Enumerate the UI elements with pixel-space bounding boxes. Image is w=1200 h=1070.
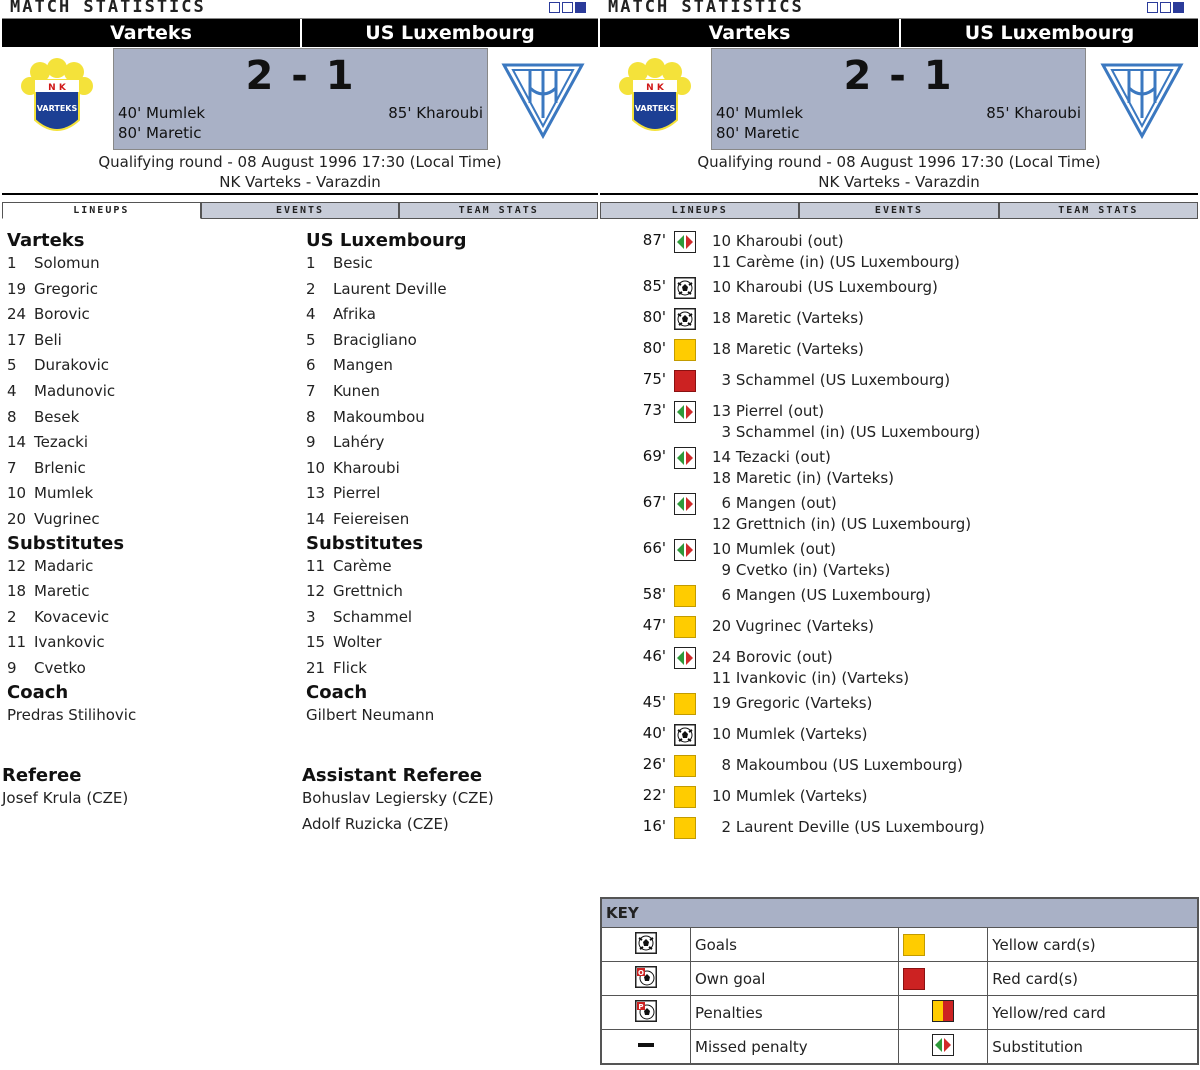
player-row (7, 328, 136, 354)
player-row (7, 353, 136, 379)
key-label: Goals (691, 928, 899, 962)
player-row (7, 430, 136, 456)
event-line: 6 Mangen (out) (712, 494, 837, 512)
event-minute: 45' (642, 693, 666, 711)
event-line: 18 Maretic (in) (Varteks) (712, 468, 895, 487)
player-name: Durakovic (34, 356, 110, 375)
player-row (306, 456, 467, 482)
player-number: 12 (306, 582, 326, 601)
event-text (712, 447, 894, 488)
assistant-referee-heading: Assistant Referee (302, 765, 483, 786)
player-number: 24 (7, 305, 27, 324)
player-number: 7 (306, 381, 316, 400)
player-name: Brlenic (34, 458, 86, 477)
event-text (712, 539, 890, 580)
divider (600, 193, 1198, 195)
event-text (712, 693, 872, 714)
substitutes-heading: Substitutes (7, 532, 125, 554)
tab-lineups[interactable]: LINEUPS (600, 202, 799, 219)
player-number: 9 (306, 433, 316, 452)
event-line: 11 Carème (in) (US Luxembourg) (712, 252, 960, 271)
divider (2, 193, 598, 195)
event-row (630, 786, 1190, 817)
player-row (7, 579, 136, 605)
player-number: 5 (306, 330, 316, 349)
player-number: 10 (306, 458, 326, 477)
away-team-name: US Luxembourg (300, 19, 598, 47)
player-number: 4 (306, 305, 316, 324)
event-minute: 26' (642, 755, 666, 773)
event-row (630, 231, 1190, 277)
event-text (712, 585, 931, 606)
team-names-bar (600, 18, 1198, 47)
event-row (630, 277, 1190, 308)
yellow-icon (674, 585, 696, 607)
team-names-bar (2, 18, 598, 47)
event-text (712, 308, 864, 329)
yellow-icon (674, 755, 696, 777)
lineup-team-heading: US Luxembourg (306, 230, 467, 251)
window-square-icon[interactable] (1160, 2, 1171, 13)
substitution-icon (674, 447, 696, 469)
player-number: 11 (306, 556, 326, 575)
player-name: Mumlek (34, 484, 94, 503)
player-row (7, 405, 136, 431)
event-text (712, 724, 868, 745)
svg-text:P: P (638, 1002, 644, 1011)
key-label: Missed penalty (691, 1030, 899, 1064)
home-scorer: 80' Maretic (118, 124, 202, 142)
player-number: 5 (7, 356, 17, 375)
goal-icon (602, 928, 691, 962)
key-label: Penalties (691, 996, 899, 1030)
coach-heading: Coach (7, 681, 69, 703)
section-title: MATCH STATISTICS (608, 0, 804, 17)
away-team-name: US Luxembourg (899, 19, 1198, 47)
player-name: Bracigliano (333, 330, 417, 349)
event-text (712, 616, 874, 637)
player-name: Madunovic (34, 381, 116, 400)
player-row (306, 302, 467, 328)
event-minute: 80' (642, 308, 666, 326)
player-name: Mangen (333, 356, 393, 375)
player-number: 10 (7, 484, 27, 503)
player-row (7, 481, 136, 507)
legend-key (600, 897, 1199, 1065)
home-team-logo (2, 48, 112, 148)
player-number: 12 (7, 556, 27, 575)
player-name: Kovacevic (34, 607, 110, 626)
yellow-red-icon (899, 996, 988, 1030)
substitution-icon (899, 1030, 988, 1064)
player-number: 18 (7, 582, 27, 601)
score: 2 - 1 (245, 53, 356, 99)
key-label: Own goal (691, 962, 899, 996)
own-goal-icon (602, 962, 691, 996)
event-minute: 16' (642, 817, 666, 835)
player-number: 13 (306, 484, 326, 503)
event-row (630, 539, 1190, 585)
yellow-icon (674, 616, 696, 638)
player-name: Kunen (333, 381, 380, 400)
away-lineup (306, 230, 467, 728)
event-row (630, 817, 1190, 848)
event-line: 10 Mumlek (out) (712, 540, 837, 558)
assistant-referee-name: Bohuslav Legierskу (CZE) (302, 789, 494, 807)
event-row (630, 339, 1190, 370)
event-text (712, 647, 909, 688)
away-scorer: 85' Kharoubi (388, 104, 483, 122)
event-line: 3 Schammel (US Luxembourg) (712, 371, 951, 389)
player-name: Vugrinec (34, 509, 100, 528)
player-row (306, 353, 467, 379)
key-row (602, 928, 1198, 962)
player-row (306, 656, 467, 682)
logo-text-top: N K (646, 83, 664, 93)
player-name: Beli (34, 330, 62, 349)
assistant-referee-name: Adolf Ruzicka (CZE) (302, 814, 449, 833)
yellow-icon (899, 928, 988, 962)
player-number: 20 (7, 509, 27, 528)
event-minute: 22' (642, 786, 666, 804)
home-scorer: 80' Maretic (716, 124, 800, 142)
event-line: 18 Maretic (Varteks) (712, 309, 864, 327)
match-info (600, 152, 1198, 192)
player-name: Maretic (34, 582, 90, 601)
player-name: Lahéry (333, 433, 385, 452)
event-text (712, 817, 985, 838)
svg-text:O: O (638, 968, 644, 977)
event-text (712, 231, 960, 272)
match-info (2, 152, 598, 192)
player-number: 14 (306, 509, 326, 528)
event-row (630, 370, 1190, 401)
event-line: 10 Kharoubi (US Luxembourg) (712, 278, 938, 296)
home-team-logo (600, 48, 710, 148)
event-line: 19 Gregoric (Varteks) (712, 694, 873, 712)
event-row (630, 493, 1190, 539)
player-row (306, 328, 467, 354)
event-minute: 47' (642, 616, 666, 634)
player-name: Cvetko (34, 658, 86, 677)
player-number: 1 (306, 254, 316, 272)
substitutes-list (306, 554, 467, 682)
player-row (306, 379, 467, 405)
player-name: Madaric (34, 556, 94, 575)
window-square-icon[interactable] (1147, 2, 1158, 13)
event-text (712, 786, 868, 807)
home-team-name: Varteks (708, 22, 791, 44)
player-number: 15 (306, 633, 326, 652)
event-minute: 73' (642, 401, 666, 419)
event-row (630, 447, 1190, 493)
event-line: 14 Tezacki (out) (712, 448, 831, 466)
key-title: KEY (602, 899, 1198, 928)
substitution-icon (674, 493, 696, 515)
player-row (7, 554, 136, 580)
yellow-icon (674, 817, 696, 839)
window-controls[interactable] (1147, 2, 1184, 14)
key-row (602, 996, 1198, 1030)
substitution-icon (674, 231, 696, 253)
coach-name: Predras Stilihovic (7, 705, 137, 724)
home-scorer: 40' Mumlek (118, 104, 206, 122)
event-row (630, 724, 1190, 755)
referee-block (2, 765, 128, 812)
player-name: Makoumbou (333, 407, 425, 426)
event-line: 18 Maretic (Varteks) (712, 340, 864, 358)
scoreboard (711, 48, 1086, 150)
player-row (306, 481, 467, 507)
event-row (630, 616, 1190, 647)
venue-info: NK Varteks - Varazdin (219, 173, 381, 191)
player-number: 3 (306, 607, 316, 626)
player-row (306, 405, 467, 431)
player-name: Flick (333, 658, 367, 677)
player-number: 8 (306, 407, 316, 426)
yellow-icon (674, 693, 696, 715)
player-number: 9 (7, 658, 17, 677)
player-number: 21 (306, 658, 326, 677)
player-number: 1 (7, 254, 17, 272)
player-name: Kharoubi (333, 458, 400, 477)
event-minute: 69' (642, 447, 666, 465)
player-row (306, 430, 467, 456)
event-minute: 85' (642, 277, 666, 295)
round-info: Qualifying round - 08 August 1996 17:30 (Local Time) (98, 153, 502, 171)
home-scorer: 40' Mumlek (716, 104, 804, 122)
tab-team-stats[interactable]: TEAM STATS (999, 202, 1198, 219)
key-row (602, 1030, 1198, 1064)
player-name: Gregoric (34, 279, 98, 298)
yellow-icon (674, 339, 696, 361)
round-info: Qualifying round - 08 August 1996 17:30 (Local Time) (697, 153, 1101, 171)
goal-icon (674, 277, 696, 299)
key-label: Red card(s) (988, 962, 1198, 996)
player-row (7, 605, 136, 631)
tab-team-stats[interactable]: TEAM STATS (399, 202, 598, 219)
player-name: Grettnich (333, 582, 403, 601)
event-row (630, 647, 1190, 693)
player-name: Tezacki (34, 433, 89, 452)
key-label: Substitution (988, 1030, 1198, 1064)
event-line: 24 Borovic (out) (712, 648, 833, 666)
player-number: 17 (7, 330, 27, 349)
event-line: 10 Mumlek (Varteks) (712, 725, 868, 743)
window-square-icon[interactable] (549, 2, 560, 13)
event-line: 2 Laurent Deville (US Luxembourg) (712, 818, 985, 836)
event-minute: 75' (642, 370, 666, 388)
player-name: Schammel (333, 607, 413, 626)
player-number: 2 (7, 607, 17, 626)
window-square-icon[interactable] (562, 2, 573, 13)
home-team-name: Varteks (110, 22, 192, 44)
away-team-logo (1086, 48, 1198, 148)
event-row (630, 755, 1190, 786)
player-row (7, 507, 136, 533)
event-row (630, 401, 1190, 447)
window-square-icon[interactable] (575, 2, 586, 13)
away-scorer: 85' Kharoubi (986, 104, 1081, 122)
player-name: Laurent Deville (333, 279, 447, 298)
player-number: 19 (7, 279, 27, 298)
player-row (306, 579, 467, 605)
away-team-logo (488, 48, 598, 148)
key-label: Yellow/red card (988, 996, 1198, 1030)
section-title: MATCH STATISTICS (10, 0, 206, 17)
event-row (630, 585, 1190, 616)
event-minute: 87' (642, 231, 666, 249)
red-icon (899, 962, 988, 996)
event-text (712, 755, 963, 776)
event-line: 3 Schammel (in) (US Luxembourg) (712, 422, 981, 441)
event-line: 6 Mangen (US Luxembourg) (712, 586, 931, 604)
key-row (602, 962, 1198, 996)
yellow-icon (674, 786, 696, 808)
venue-info: NK Varteks - Varazdin (818, 173, 980, 191)
player-row (306, 277, 467, 303)
assistant-referee-block (302, 765, 494, 837)
player-list (306, 251, 467, 533)
score: 2 - 1 (843, 53, 954, 99)
player-row (306, 554, 467, 580)
event-text (712, 339, 864, 360)
tab-bar (2, 202, 598, 219)
event-minute: 66' (642, 539, 666, 557)
player-number: 14 (7, 433, 27, 452)
logo-text-top: N K (48, 83, 66, 93)
coach-name: Gilbert Neumann (306, 705, 435, 724)
goal-icon (674, 724, 696, 746)
player-row (7, 656, 136, 682)
key-label: Yellow card(s) (988, 928, 1198, 962)
substitution-icon (674, 539, 696, 561)
player-row (7, 379, 136, 405)
player-row (7, 277, 136, 303)
player-row (306, 630, 467, 656)
tab-events[interactable]: EVENTS (799, 202, 998, 219)
event-line: 12 Grettnich (in) (US Luxembourg) (712, 514, 972, 533)
player-name: Besic (333, 254, 373, 272)
event-row (630, 693, 1190, 724)
event-text (712, 370, 950, 391)
event-line: 8 Makoumbou (US Luxembourg) (712, 756, 963, 774)
substitutes-list (7, 554, 136, 682)
event-line: 11 Ivankovic (in) (Varteks) (712, 668, 910, 687)
scoreboard (113, 48, 488, 150)
referee-heading: Referee (2, 765, 82, 786)
player-name: Solomun (34, 254, 100, 272)
tab-events[interactable]: EVENTS (201, 202, 400, 219)
event-minute: 46' (642, 647, 666, 665)
player-name: Carème (333, 556, 392, 575)
player-row (306, 251, 467, 277)
event-line: 9 Cvetko (in) (Varteks) (712, 560, 891, 579)
tab-bar (600, 202, 1198, 219)
player-name: Pierrel (333, 484, 381, 503)
event-minute: 67' (642, 493, 666, 511)
event-minute: 40' (642, 724, 666, 742)
logo-text: VARTEKS (36, 104, 78, 113)
player-row (7, 302, 136, 328)
player-number: 2 (306, 279, 316, 298)
window-square-icon[interactable] (1173, 2, 1184, 13)
player-name: Ivankovic (34, 633, 105, 652)
player-number: 8 (7, 407, 17, 426)
event-minute: 80' (642, 339, 666, 357)
event-text (712, 401, 980, 442)
player-number: 7 (7, 458, 17, 477)
event-line: 20 Vugrinec (Varteks) (712, 617, 874, 635)
event-line: 10 Mumlek (Varteks) (712, 787, 868, 805)
player-row (306, 507, 467, 533)
event-line: 13 Pierrel (out) (712, 402, 825, 420)
referee-name: Josef Krula (CZE) (2, 789, 129, 807)
penalty-icon (602, 996, 691, 1030)
player-name: Borovic (34, 305, 90, 324)
event-text (712, 493, 971, 534)
missed-penalty-icon (602, 1030, 691, 1064)
coach-heading: Coach (306, 681, 368, 703)
player-row (306, 605, 467, 631)
lineup-team-heading: Varteks (7, 230, 85, 251)
tab-lineups[interactable]: LINEUPS (2, 202, 201, 219)
event-line: 10 Kharoubi (out) (712, 232, 844, 250)
player-number: 11 (7, 633, 27, 652)
goal-icon (674, 308, 696, 330)
event-text (712, 277, 938, 298)
player-name: Wolter (333, 633, 382, 652)
player-name: Feiereisen (333, 509, 410, 528)
player-number: 4 (7, 381, 17, 400)
substitutes-heading: Substitutes (306, 532, 424, 554)
window-controls[interactable] (549, 2, 586, 14)
home-lineup (7, 230, 136, 728)
substitution-icon (674, 647, 696, 669)
logo-text: VARTEKS (634, 104, 676, 113)
player-name: Afrika (333, 305, 376, 324)
player-list (7, 251, 136, 533)
player-row (7, 456, 136, 482)
event-minute: 58' (642, 585, 666, 603)
player-row (7, 630, 136, 656)
player-number: 6 (306, 356, 316, 375)
event-row (630, 308, 1190, 339)
substitution-icon (674, 401, 696, 423)
player-name: Besek (34, 407, 80, 426)
red-icon (674, 370, 696, 392)
player-row (7, 251, 136, 277)
